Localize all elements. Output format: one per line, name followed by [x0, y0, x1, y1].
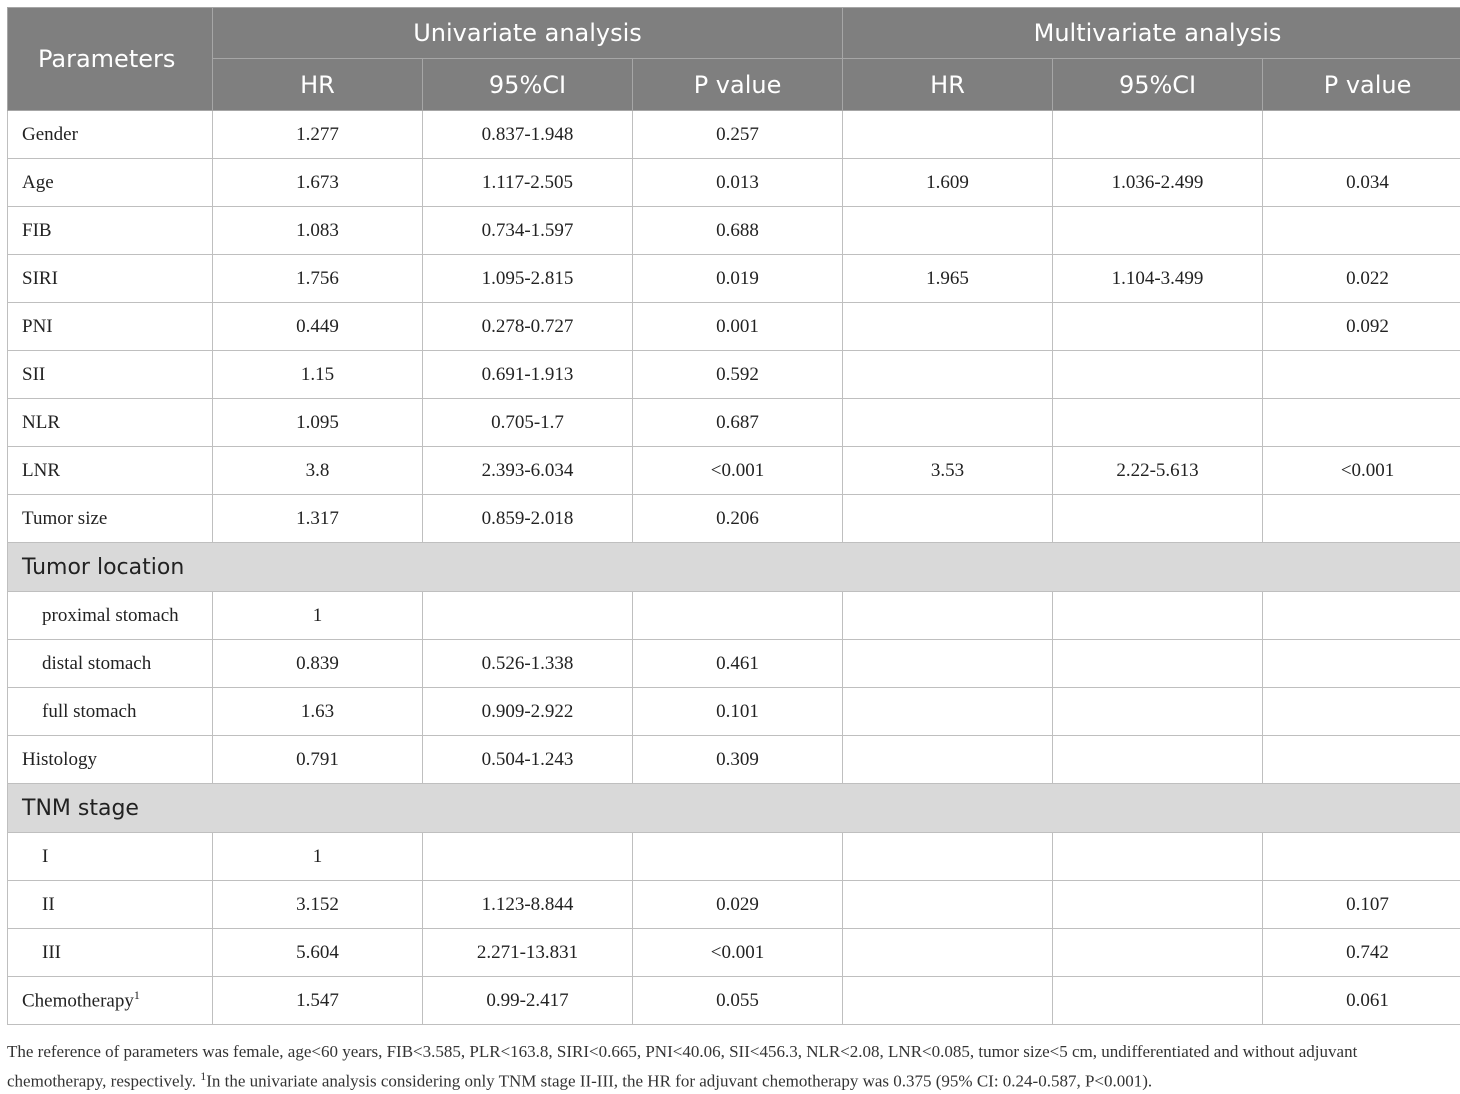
- univariate-hr-cell: 1.756: [213, 255, 423, 303]
- parameters-header: Parameters: [8, 8, 213, 111]
- parameter-label-cell: [8, 833, 213, 881]
- parameter-label-cell: [8, 303, 213, 351]
- multivariate-hr-cell: [843, 495, 1053, 543]
- parameter-label-cell: [8, 881, 213, 929]
- multivariate-p-cell: <0.001: [1263, 447, 1460, 495]
- footnote-line-2a: chemotherapy, respectively.: [7, 1071, 201, 1091]
- cox-regression-table: [7, 7, 1460, 1025]
- multivariate-ci-cell: 1.036-2.499: [1053, 159, 1263, 207]
- univariate-p-cell: 0.206: [633, 495, 843, 543]
- univariate-p-cell: 0.001: [633, 303, 843, 351]
- multivariate-hr-cell: [843, 207, 1053, 255]
- table-row: [8, 881, 1460, 929]
- multivariate-ci-cell: [1053, 833, 1263, 881]
- table-row: [8, 592, 1460, 640]
- multivariate-p-cell: [1263, 495, 1460, 543]
- multivariate-ci-cell: [1053, 736, 1263, 784]
- univariate-hr-cell: 0.449: [213, 303, 423, 351]
- multivariate-hr-cell: [843, 399, 1053, 447]
- multivariate-hr-cell: [843, 111, 1053, 159]
- table-row: [8, 303, 1460, 351]
- univariate-hr-cell: 1.083: [213, 207, 423, 255]
- multivariate-p-cell: 0.034: [1263, 159, 1460, 207]
- parameter-label-cell: [8, 688, 213, 736]
- parameter-label: SII: [22, 363, 46, 385]
- multivariate-ci-cell: [1053, 303, 1263, 351]
- footnote-line-2b: In the univariate analysis considering only TNM stage II-III, the HR for adjuvant chemotherapy was 0.375 (95% CI: 0.24-0.587, P<0.001).: [206, 1071, 1153, 1091]
- multivariate-ci-cell: [1053, 399, 1263, 447]
- univariate-p-cell: <0.001: [633, 929, 843, 977]
- univariate-ci-cell: [423, 592, 633, 640]
- univariate-p-cell: 0.013: [633, 159, 843, 207]
- multivariate-hr-cell: 3.53: [843, 447, 1053, 495]
- univariate-ci-cell: 0.526-1.338: [423, 640, 633, 688]
- parameter-label: I: [42, 845, 49, 867]
- table-row: [8, 495, 1460, 543]
- multivariate-p-cell: 0.107: [1263, 881, 1460, 929]
- univariate-ci-cell: 1.123-8.844: [423, 881, 633, 929]
- parameter-label-cell: [8, 351, 213, 399]
- multivariate-p-cell: [1263, 736, 1460, 784]
- multivariate-hr-cell: [843, 833, 1053, 881]
- parameter-label-cell: [8, 159, 213, 207]
- univariate-p-cell: 0.688: [633, 207, 843, 255]
- parameter-label-cell: [8, 495, 213, 543]
- parameter-label-cell: [8, 447, 213, 495]
- univariate-hr-cell: 1.547: [213, 977, 423, 1025]
- univariate-ci-cell: 0.99-2.417: [423, 977, 633, 1025]
- multivariate-p-cell: 0.742: [1263, 929, 1460, 977]
- multivariate-hr-cell: 1.965: [843, 255, 1053, 303]
- univariate-hr-cell: 5.604: [213, 929, 423, 977]
- parameter-label: SIRI: [22, 267, 58, 289]
- table-row: [8, 977, 1460, 1025]
- multivariate-ci-cell: 1.104-3.499: [1053, 255, 1263, 303]
- section-row: [8, 784, 1460, 833]
- footnote-line-1: The reference of parameters was female, age<60 years, FIB<3.585, PLR<163.8, SIRI<0.665, PNI<40.06, SII<456.3, NLR<2.08, LNR<0.085, tumor size<5 cm, undifferentiated and without adjuvant: [7, 1042, 1358, 1061]
- multivariate-hr-header: HR: [843, 59, 1053, 111]
- multivariate-hr-cell: [843, 688, 1053, 736]
- multivariate-header: Multivariate analysis: [843, 8, 1460, 59]
- univariate-p-cell: 0.461: [633, 640, 843, 688]
- parameter-label: PNI: [22, 315, 53, 337]
- univariate-p-cell: 0.019: [633, 255, 843, 303]
- univariate-ci-cell: 2.393-6.034: [423, 447, 633, 495]
- parameter-label: II: [42, 893, 55, 915]
- univariate-p-cell: 0.257: [633, 111, 843, 159]
- parameter-label: Tumor size: [22, 507, 108, 529]
- univariate-p-cell: 0.101: [633, 688, 843, 736]
- multivariate-ci-cell: [1053, 592, 1263, 640]
- table-body: [8, 111, 1460, 1025]
- multivariate-ci-cell: [1053, 351, 1263, 399]
- parameter-label: Chemotherapy: [22, 990, 134, 1012]
- univariate-p-header: P value: [633, 59, 843, 111]
- parameter-label: distal stomach: [42, 652, 152, 674]
- univariate-ci-cell: 0.837-1.948: [423, 111, 633, 159]
- table-row: [8, 688, 1460, 736]
- parameter-label-cell: [8, 640, 213, 688]
- univariate-p-cell: [633, 592, 843, 640]
- parameter-label: Histology: [22, 748, 97, 770]
- multivariate-p-cell: [1263, 399, 1460, 447]
- univariate-ci-cell: 0.705-1.7: [423, 399, 633, 447]
- multivariate-hr-cell: 1.609: [843, 159, 1053, 207]
- table-row: [8, 736, 1460, 784]
- univariate-ci-cell: 1.117-2.505: [423, 159, 633, 207]
- univariate-ci-cell: 1.095-2.815: [423, 255, 633, 303]
- parameter-label-cell: [8, 207, 213, 255]
- univariate-ci-cell: [423, 833, 633, 881]
- multivariate-hr-cell: [843, 351, 1053, 399]
- multivariate-p-header: P value: [1263, 59, 1460, 111]
- multivariate-hr-cell: [843, 929, 1053, 977]
- parameter-label: FIB: [22, 219, 52, 241]
- table-row: [8, 255, 1460, 303]
- table-row: [8, 111, 1460, 159]
- univariate-ci-cell: 0.734-1.597: [423, 207, 633, 255]
- parameter-label-cell: [8, 255, 213, 303]
- univariate-hr-cell: 1.15: [213, 351, 423, 399]
- univariate-p-cell: 0.029: [633, 881, 843, 929]
- table-row: [8, 207, 1460, 255]
- parameter-label-cell: [8, 592, 213, 640]
- table-row: [8, 929, 1460, 977]
- table-header: [8, 8, 1460, 111]
- univariate-ci-cell: 0.859-2.018: [423, 495, 633, 543]
- multivariate-ci-cell: [1053, 977, 1263, 1025]
- multivariate-ci-cell: [1053, 207, 1263, 255]
- multivariate-ci-cell: [1053, 881, 1263, 929]
- multivariate-p-cell: [1263, 351, 1460, 399]
- parameter-label-cell: [8, 399, 213, 447]
- table-row: [8, 159, 1460, 207]
- section-row: [8, 543, 1460, 592]
- univariate-p-cell: 0.687: [633, 399, 843, 447]
- multivariate-ci-header: 95%CI: [1053, 59, 1263, 111]
- footnote-superscript: 1: [200, 1069, 207, 1083]
- univariate-hr-cell: 1.095: [213, 399, 423, 447]
- multivariate-hr-cell: [843, 640, 1053, 688]
- parameter-superscript: 1: [133, 988, 140, 1003]
- table-row: [8, 351, 1460, 399]
- univariate-hr-cell: 3.8: [213, 447, 423, 495]
- univariate-ci-cell: 2.271-13.831: [423, 929, 633, 977]
- multivariate-hr-cell: [843, 736, 1053, 784]
- parameter-label-cell: [8, 736, 213, 784]
- univariate-ci-header: 95%CI: [423, 59, 633, 111]
- univariate-ci-cell: 0.504-1.243: [423, 736, 633, 784]
- multivariate-p-cell: 0.092: [1263, 303, 1460, 351]
- multivariate-hr-cell: [843, 977, 1053, 1025]
- multivariate-ci-cell: 2.22-5.613: [1053, 447, 1263, 495]
- parameter-label: full stomach: [42, 700, 137, 722]
- univariate-ci-cell: 0.691-1.913: [423, 351, 633, 399]
- univariate-hr-cell: 1.277: [213, 111, 423, 159]
- parameter-label: Gender: [22, 123, 78, 145]
- table-row: [8, 399, 1460, 447]
- section-label: TNM stage: [8, 784, 1460, 833]
- parameter-label-cell: [8, 111, 213, 159]
- parameter-label: LNR: [22, 459, 60, 481]
- multivariate-ci-cell: [1053, 688, 1263, 736]
- univariate-hr-cell: 0.791: [213, 736, 423, 784]
- univariate-p-cell: 0.055: [633, 977, 843, 1025]
- multivariate-p-cell: [1263, 111, 1460, 159]
- parameter-label-cell: [8, 929, 213, 977]
- parameter-label-cell: [8, 977, 213, 1025]
- multivariate-p-cell: [1263, 640, 1460, 688]
- multivariate-ci-cell: [1053, 929, 1263, 977]
- multivariate-ci-cell: [1053, 495, 1263, 543]
- univariate-ci-cell: 0.278-0.727: [423, 303, 633, 351]
- table-footnote: [7, 1039, 1457, 1094]
- multivariate-hr-cell: [843, 592, 1053, 640]
- parameter-label: NLR: [22, 411, 60, 433]
- univariate-p-cell: <0.001: [633, 447, 843, 495]
- multivariate-ci-cell: [1053, 111, 1263, 159]
- parameter-label: III: [42, 941, 61, 963]
- univariate-p-cell: 0.309: [633, 736, 843, 784]
- univariate-hr-header: HR: [213, 59, 423, 111]
- univariate-hr-cell: 1.317: [213, 495, 423, 543]
- multivariate-p-cell: [1263, 592, 1460, 640]
- univariate-hr-cell: 0.839: [213, 640, 423, 688]
- parameter-label: proximal stomach: [42, 604, 179, 626]
- multivariate-p-cell: 0.061: [1263, 977, 1460, 1025]
- univariate-hr-cell: 1.673: [213, 159, 423, 207]
- univariate-hr-cell: 1.63: [213, 688, 423, 736]
- multivariate-hr-cell: [843, 881, 1053, 929]
- multivariate-p-cell: 0.022: [1263, 255, 1460, 303]
- univariate-header: Univariate analysis: [213, 8, 843, 59]
- multivariate-p-cell: [1263, 207, 1460, 255]
- section-label: Tumor location: [8, 543, 1460, 592]
- univariate-hr-cell: 1: [213, 833, 423, 881]
- results-table-container: [7, 7, 1453, 1025]
- parameter-label: Age: [22, 171, 54, 193]
- multivariate-p-cell: [1263, 833, 1460, 881]
- univariate-p-cell: [633, 833, 843, 881]
- univariate-hr-cell: 3.152: [213, 881, 423, 929]
- multivariate-ci-cell: [1053, 640, 1263, 688]
- table-row: [8, 833, 1460, 881]
- univariate-p-cell: 0.592: [633, 351, 843, 399]
- table-row: [8, 447, 1460, 495]
- univariate-hr-cell: 1: [213, 592, 423, 640]
- table-row: [8, 640, 1460, 688]
- multivariate-hr-cell: [843, 303, 1053, 351]
- univariate-ci-cell: 0.909-2.922: [423, 688, 633, 736]
- multivariate-p-cell: [1263, 688, 1460, 736]
